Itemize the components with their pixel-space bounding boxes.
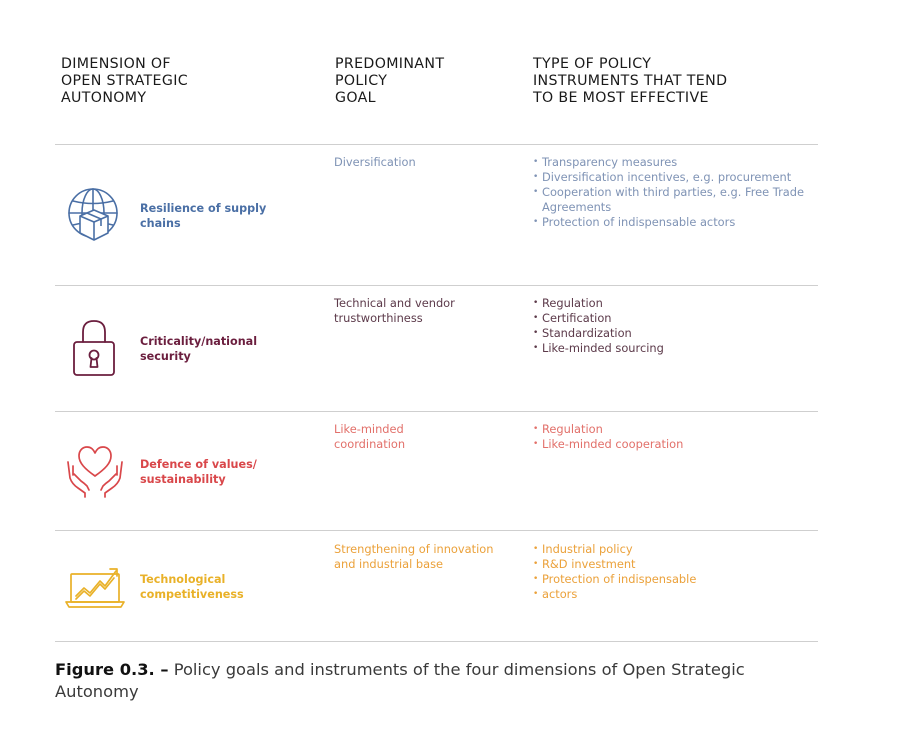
list-item: • Protection of indispensable — [533, 572, 818, 587]
instrument-list — [533, 422, 818, 452]
globe-box-icon — [64, 186, 122, 244]
caption-label: Figure 0.3. – — [55, 660, 169, 679]
instrument-list — [533, 542, 818, 602]
list-item: • actors — [533, 587, 818, 602]
header-dimension: DIMENSION OF OPEN STRATEGIC AUTONOMY — [61, 56, 188, 106]
list-item: • Cooperation with third parties, e.g. Free Trade Agreements — [533, 185, 818, 215]
list-item: • Industrial policy — [533, 542, 818, 557]
divider — [55, 285, 818, 286]
header-goal: PREDOMINANT POLICY GOAL — [335, 56, 445, 106]
divider — [55, 144, 818, 145]
goal-text: Diversification — [334, 155, 416, 169]
list-item: • Regulation — [533, 296, 818, 311]
divider — [55, 411, 818, 412]
list-item: • Like-minded cooperation — [533, 437, 818, 452]
instrument-list — [533, 155, 818, 230]
dimension-label: Technological competitiveness — [140, 573, 244, 601]
list-item: • Protection of indispensable actors — [533, 215, 818, 230]
list-item: • R&D investment — [533, 557, 818, 572]
list-item: • Certification — [533, 311, 818, 326]
padlock-icon — [68, 318, 120, 380]
divider — [55, 530, 818, 531]
goal-text: Strengthening of innovation and industrial base — [334, 542, 494, 571]
list-item: • Regulation — [533, 422, 818, 437]
figure-caption — [55, 659, 775, 703]
instrument-list — [533, 296, 818, 356]
list-item: • Like-minded sourcing — [533, 341, 818, 356]
header-instruments: TYPE OF POLICY INSTRUMENTS THAT TEND TO BE MOST EFFECTIVE — [533, 56, 728, 106]
dimension-label: Resilience of supply chains — [140, 202, 267, 230]
heart-hands-icon — [65, 444, 125, 498]
dimension-label: Criticality/national security — [140, 335, 258, 363]
list-item: • Standardization — [533, 326, 818, 341]
laptop-growth-icon — [64, 563, 126, 609]
list-item: • Transparency measures — [533, 155, 818, 170]
goal-text: Like-minded coordination — [334, 422, 406, 451]
caption-text: Policy goals and instruments of the four dimensions of Open Strategic Autonomy — [55, 660, 745, 701]
list-item: • Diversification incentives, e.g. procurement — [533, 170, 818, 185]
divider — [55, 641, 818, 642]
goal-text: Technical and vendor trustworthiness — [334, 296, 455, 325]
dimension-label: Defence of values/ sustainability — [140, 458, 257, 486]
